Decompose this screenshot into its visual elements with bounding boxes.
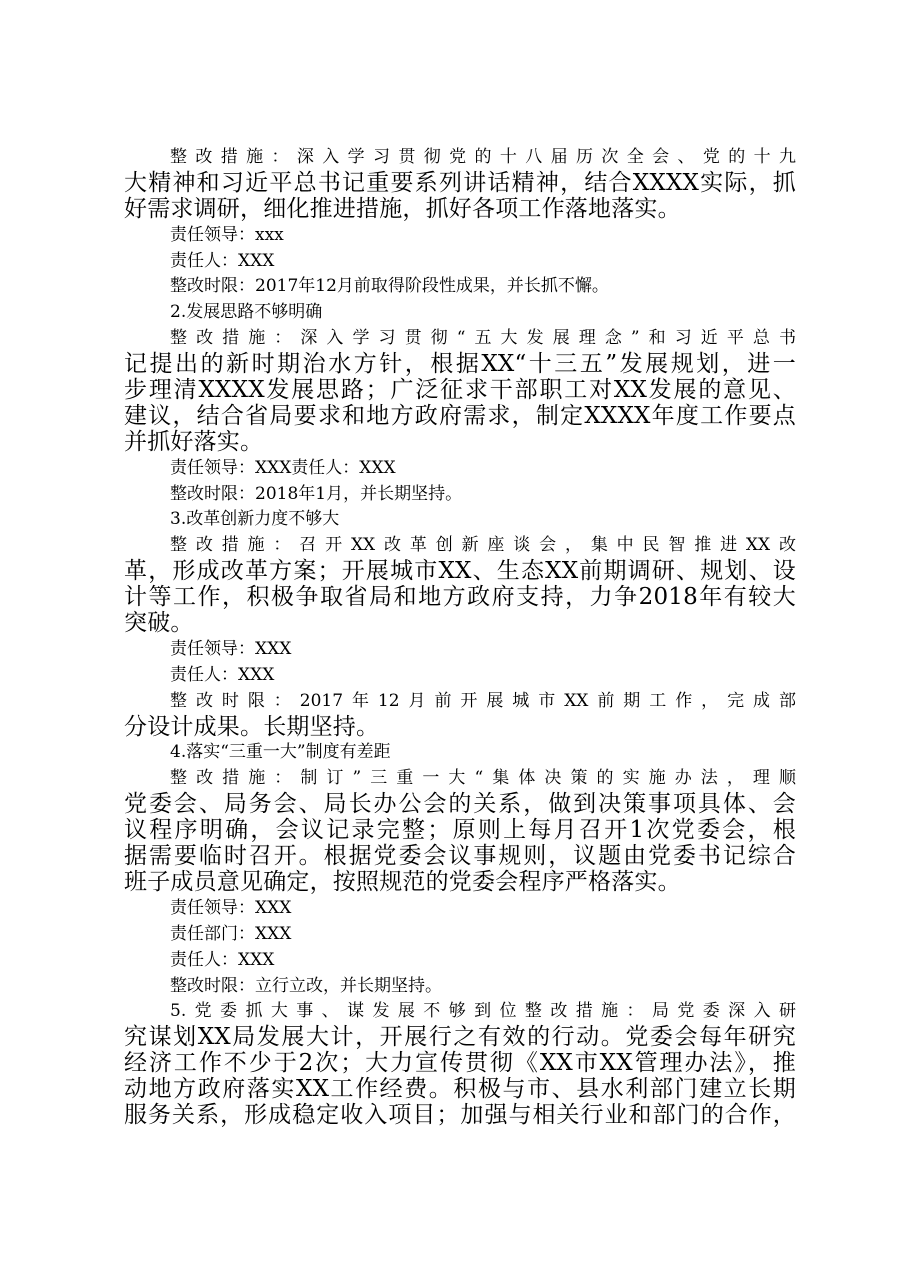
section-heading: 5.党委抓大事、谋发展不够到位整改措施：局党委深入研 xyxy=(170,1001,796,1022)
paragraph-line: 突破。 xyxy=(124,610,194,637)
paragraph-line: 建议，结合省局要求和地方政府需求，制定XXXX年度工作要点 xyxy=(124,402,796,429)
paragraph-line: 责任领导：XXX xyxy=(170,897,292,918)
paragraph-line: 整改时限：立行立改，并长期坚持。 xyxy=(170,975,442,996)
paragraph-line: 责任领导：xxx xyxy=(170,224,284,245)
paragraph-line: 并抓好落实。 xyxy=(124,428,264,455)
section-heading: 2.发展思路不够明确 xyxy=(170,302,323,323)
paragraph-line: 责任人：XXX xyxy=(170,664,275,685)
paragraph-line: 整改时限：2018年1月，并长期坚持。 xyxy=(170,483,463,504)
paragraph-line: 整改措施：制订”三重一大“集体决策的实施办法，理顺 xyxy=(170,768,796,789)
paragraph-line: 据需要临时召开。根据党委会议事规则，议题由党委书记综合 xyxy=(124,843,796,870)
paragraph-line: 究谋划XX局发展大计，开展行之有效的行动。党委会每年研究 xyxy=(124,1024,796,1051)
paragraph-line: 记提出的新时期治水方针，根据XX“十三五”发展规划，进一 xyxy=(124,351,796,378)
paragraph-line: 议程序明确，会议记录完整；原则上每月召开1次党委会，根 xyxy=(124,817,796,844)
section-heading: 3.改革创新力度不够大 xyxy=(170,509,340,530)
paragraph-line: 整改措施：深入学习贯彻党的十八届历次全会、党的十九 xyxy=(170,147,796,167)
paragraph-line: 好需求调研，细化推进措施，抓好各项工作落地落实。 xyxy=(124,195,681,222)
paragraph-line: 整改措施：深入学习贯彻“五大发展理念”和习近平总书 xyxy=(170,328,796,349)
paragraph-line: 分设计成果。长期坚持。 xyxy=(124,713,380,740)
paragraph-line: 整改措施：召开XX改革创新座谈会，集中民智推进XX改 xyxy=(170,535,796,556)
paragraph-line: 动地方政府落实XX工作经费。积极与市、县水利部门建立长期 xyxy=(124,1076,796,1103)
paragraph-line: 责任人：XXX xyxy=(170,949,275,970)
paragraph-line: 整改时限：2017年12月前开展城市XX前期工作，完成部 xyxy=(170,690,796,711)
paragraph-line: 责任人：XXX xyxy=(170,250,275,271)
paragraph-line: 大精神和习近平总书记重要系列讲话精神，结合XXXX实际，抓 xyxy=(124,169,796,196)
paragraph-line: 责任领导：XXX xyxy=(170,638,292,659)
paragraph-line: 整改时限：2017年12月前取得阶段性成果，并长抓不懈。 xyxy=(170,276,609,297)
paragraph-line: 经济工作不少于2次；大力宣传贯彻《XX市XX管理办法》，推 xyxy=(124,1050,796,1077)
paragraph-line: 班子成员意见确定，按照规范的党委会程序严格落实。 xyxy=(124,868,681,895)
paragraph-line: 革，形成改革方案；开展城市XX、生态XX前期调研、规划、设 xyxy=(124,558,796,585)
paragraph-line: 责任领导：XXX责任人：XXX xyxy=(170,457,396,478)
paragraph-line: 步理清XXXX发展思路；广泛征求干部职工对XX发展的意见、 xyxy=(124,377,796,404)
paragraph-line: 党委会、局务会、局长办公会的关系，做到决策事项具体、会 xyxy=(124,791,796,818)
section-heading: 4.落实“三重一大”制度有差距 xyxy=(170,742,391,763)
paragraph-line: 服务关系，形成稳定收入项目；加强与相关行业和部门的合作， xyxy=(124,1101,796,1128)
paragraph-line: 责任部门：XXX xyxy=(170,923,292,944)
paragraph-line: 计等工作，积极争取省局和地方政府支持，力争2018年有较大 xyxy=(124,584,796,611)
